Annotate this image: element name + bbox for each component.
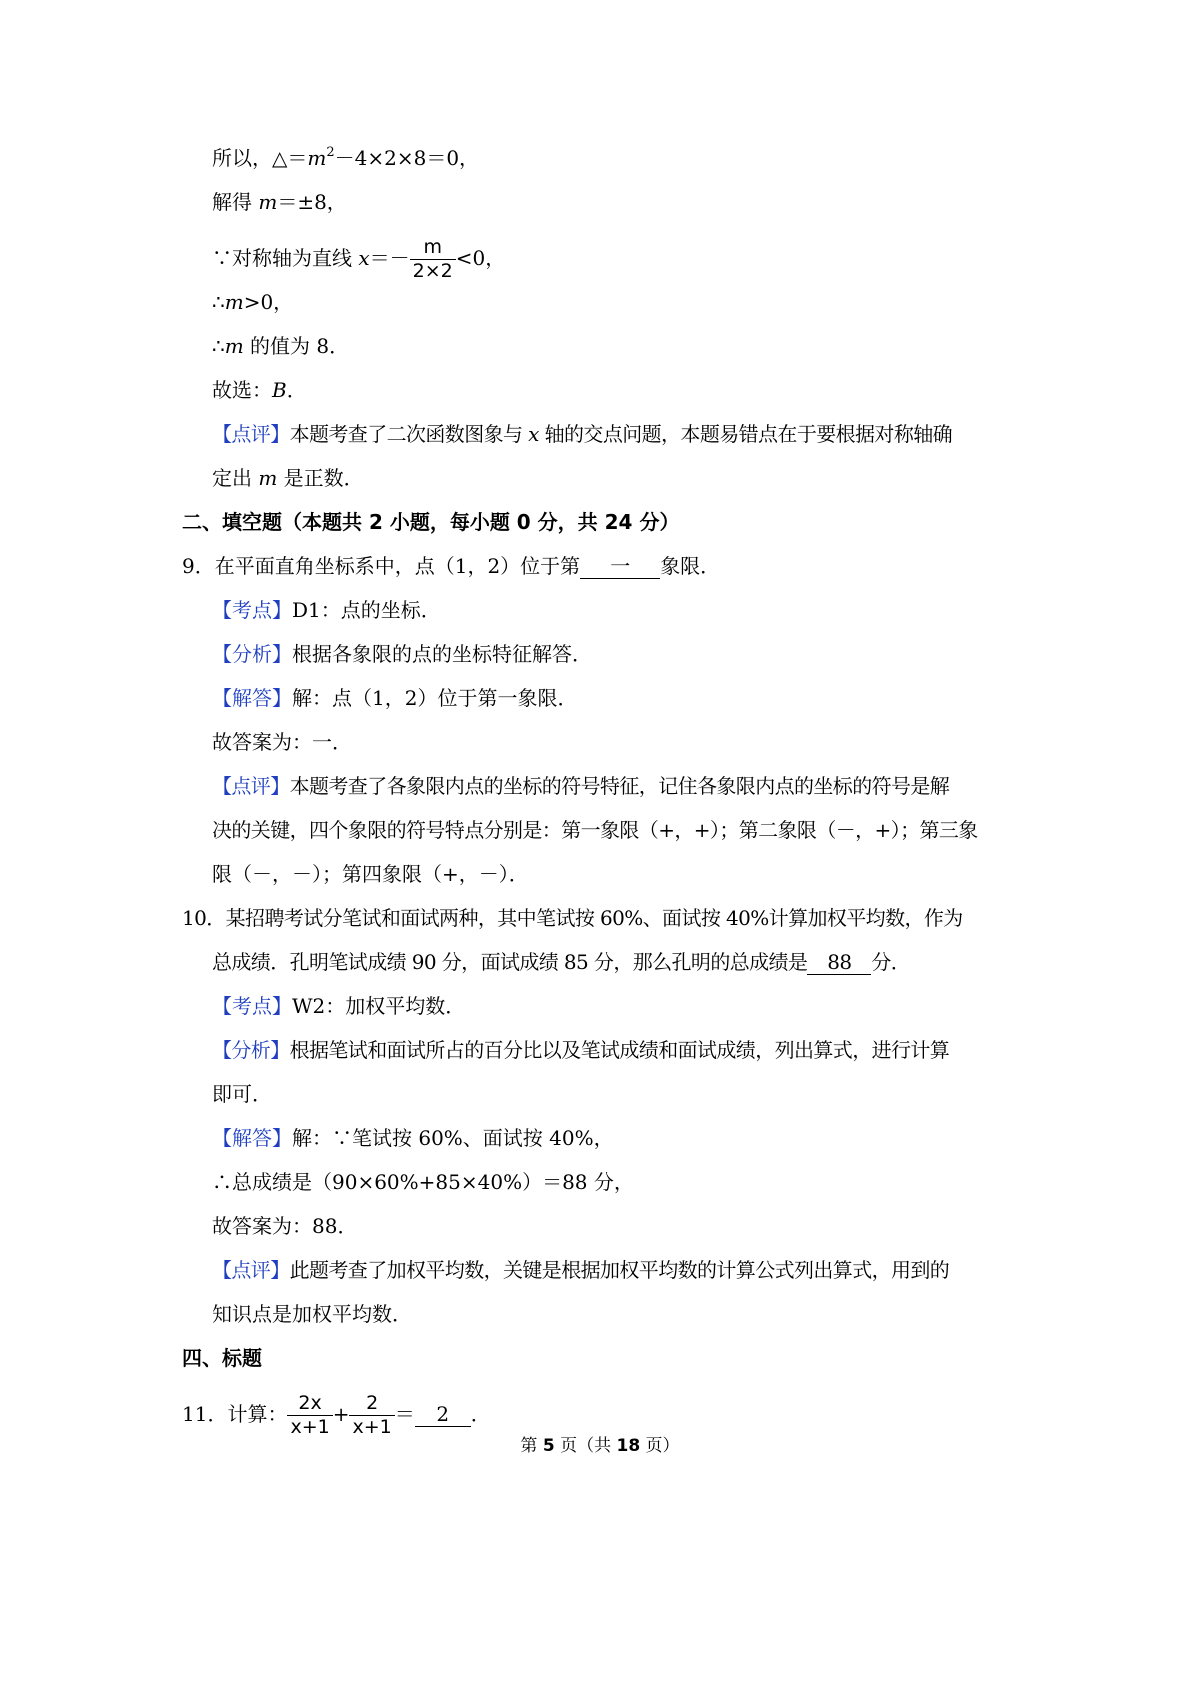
solution-line-discriminant: 所以，$\triangle=m^2-4\times 2\times 8=0$， [212,145,480,170]
solution-line-solve: 解得 m＝±8， [212,190,347,214]
page-number: 5 [542,1436,555,1456]
solution-line-axis: ∵对称轴为直线 x＝－ $\frac{m}{2\times 2}$ <0， [212,236,506,282]
q10-fenxi-1: 【分析】根据笔试和面试所占的百分比以及笔试成绩和面试成绩，列出算式，进行计算 [212,1038,950,1062]
q9-fenxi: 【分析】根据各象限的点的坐标特征解答． [212,642,592,666]
page-footer: 第 5 页（共 18 页） [520,1436,680,1456]
q9-dianping-1: 【点评】本题考查了各象限内点的坐标的符号特征，记住各象限内点的坐标的符号是解 [212,774,950,798]
q10-jieda-1: 【解答】解：∵笔试按 60%、面试按 40%， [212,1126,614,1150]
fraction-m-over-2x2: $\frac{m}{2\times 2}$ [410,236,456,283]
answer-blank: 一 [580,554,660,579]
fraction-2x-over-x-plus-1: $\frac{2x}{x+1}$ [287,1392,332,1439]
solution-line-choice: 故选：B． [212,378,307,402]
section-heading-fill-in: 二、填空题（本题共 2 小题，每小题 0 分，共 24 分） [182,510,680,534]
comment-line-1: 【点评】本题考查了二次函数图象与 x 轴的交点问题，本题易错点在于要根据对称轴确 [212,422,953,446]
q10-fenxi-2: 即可． [212,1082,272,1106]
comment-tag: 【点评】 [212,422,290,446]
answer-blank: 2 [415,1402,471,1427]
question-10-stem-1: 10．某招聘考试分笔试和面试两种，其中笔试按 60%、面试按 40%计算加权平均数，作为 [182,906,963,930]
q9-kaodian: 【考点】D1：点的坐标． [212,598,441,622]
q9-dianping-3: 限（－，－）；第四象限（+，－）． [212,862,529,886]
q10-answer-line: 故答案为：88． [212,1214,358,1238]
q9-dianping-2: 决的关键，四个象限的符号特点分别是：第一象限（+，+）；第二象限（－，+）；第三象 [212,818,978,842]
solution-line-m-positive: ∴m>0， [212,290,294,314]
comment-line-2: 定出 m 是正数． [212,466,364,490]
q9-answer-line: 故答案为：一． [212,730,352,754]
question-11-stem: 11．计算： $\frac{2x}{x+1}$ + $\frac{2}{x+1}$ ＝ 2 ． [182,1392,491,1438]
solution-line-m-value: ∴m 的值为 8． [212,334,350,358]
q10-dianping-1: 【点评】此题考查了加权平均数，关键是根据加权平均数的计算公式列出算式，用到的 [212,1258,950,1282]
section-heading-4: 四、标题 [182,1346,262,1370]
q10-dianping-2: 知识点是加权平均数． [212,1302,412,1326]
answer-blank: 88 [807,950,871,975]
q10-jieda-2: ∴总成绩是（90×60%+85×40%）＝88 分， [212,1170,634,1194]
page-total: 18 [616,1436,641,1456]
q10-kaodian: 【考点】W2：加权平均数． [212,994,466,1018]
fraction-2-over-x-plus-1: $\frac{2}{x+1}$ [349,1392,394,1439]
question-10-stem-2: 总成绩．孔明笔试成绩 90 分，面试成绩 85 分，那么孔明的总成绩是 88 分． [212,950,911,974]
q9-jieda: 【解答】解：点（1，2）位于第一象限． [212,686,578,710]
question-9-stem: 9．在平面直角坐标系中，点（1，2）位于第 一 象限． [182,554,721,578]
